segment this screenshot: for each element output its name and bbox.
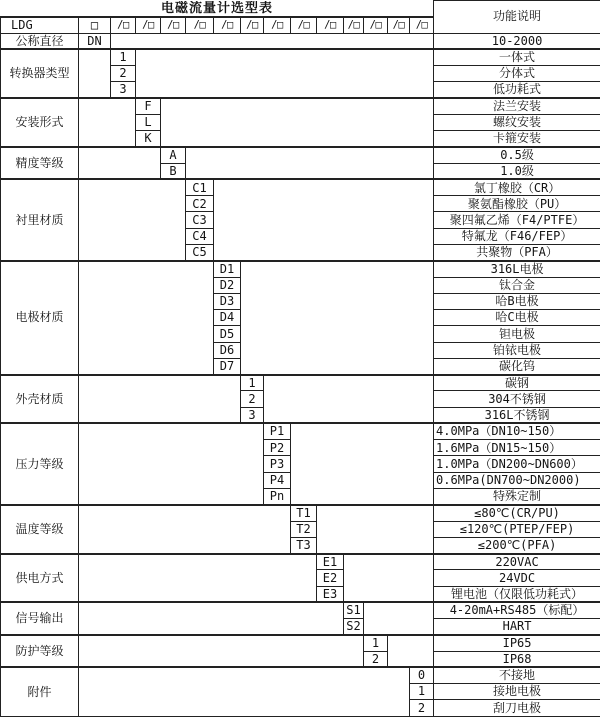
- empty-cell: [79, 554, 317, 603]
- code-cell: 3: [241, 407, 264, 423]
- empty-cell: [388, 635, 434, 668]
- empty-cell: [186, 147, 434, 180]
- table-row: [1, 261, 600, 277]
- code-cell: T3: [291, 537, 317, 553]
- table-row: [1, 635, 600, 651]
- code-cell: D7: [214, 358, 241, 374]
- model-slot: /□: [241, 17, 264, 33]
- desc-cell: HART: [434, 619, 600, 635]
- category-label: 供电方式: [1, 554, 79, 603]
- empty-cell: [79, 261, 214, 375]
- empty-cell: [79, 147, 161, 180]
- empty-cell: [79, 179, 186, 260]
- model-slot: /□: [388, 17, 410, 33]
- code-cell: C3: [186, 212, 214, 228]
- code-cell: 2: [241, 391, 264, 407]
- code-cell: DN: [79, 33, 111, 49]
- desc-cell: 1.0MPa（DN200~DN600）: [434, 456, 600, 472]
- table-row: [1, 602, 600, 618]
- model-box: □: [79, 17, 111, 33]
- category-label: 防护等级: [1, 635, 79, 668]
- desc-cell: 哈B电极: [434, 293, 600, 309]
- desc-cell: 4-20mA+RS485（标配）: [434, 602, 600, 618]
- empty-cell: [241, 261, 434, 375]
- desc-cell: 接地电极: [434, 684, 600, 700]
- desc-cell: 316L不锈钢: [434, 407, 600, 423]
- table-row: [1, 667, 600, 683]
- desc-cell: IP68: [434, 651, 600, 667]
- table-row: [1, 49, 600, 65]
- page-title: 电磁流量计选型表: [1, 1, 434, 17]
- model-slot: /□: [364, 17, 388, 33]
- desc-cell: 聚四氟乙烯（F4/PTFE）: [434, 212, 600, 228]
- desc-cell: ≤80℃(CR/PU): [434, 505, 600, 521]
- table-row: [1, 505, 600, 521]
- code-cell: S2: [344, 619, 364, 635]
- category-label: 外壳材质: [1, 375, 79, 424]
- desc-cell: 刮刀电极: [434, 700, 600, 716]
- empty-cell: [79, 49, 111, 98]
- model-prefix: LDG: [1, 17, 79, 33]
- code-cell: C1: [186, 179, 214, 195]
- code-cell: A: [161, 147, 186, 163]
- model-slot: /□: [214, 17, 241, 33]
- model-slot: /□: [136, 17, 161, 33]
- model-slot: /□: [111, 17, 136, 33]
- code-cell: 2: [111, 66, 136, 82]
- empty-cell: [161, 98, 434, 147]
- empty-cell: [79, 375, 241, 424]
- category-label: 衬里材质: [1, 179, 79, 260]
- desc-cell: 0.5级: [434, 147, 600, 163]
- category-label: 电极材质: [1, 261, 79, 375]
- empty-cell: [317, 505, 434, 554]
- desc-cell: 低功耗式: [434, 82, 600, 98]
- model-slot: /□: [161, 17, 186, 33]
- category-label: 附件: [1, 667, 79, 716]
- category-label: 转换器类型: [1, 49, 79, 98]
- code-cell: P4: [264, 472, 291, 488]
- desc-cell: 螺纹安装: [434, 114, 600, 130]
- code-cell: D2: [214, 277, 241, 293]
- category-label: 信号输出: [1, 602, 79, 635]
- model-slot: /□: [410, 17, 434, 33]
- code-cell: Pn: [264, 488, 291, 504]
- model-slot: /□: [344, 17, 364, 33]
- model-slot: /□: [291, 17, 317, 33]
- empty-cell: [344, 554, 434, 603]
- empty-cell: [291, 423, 434, 504]
- code-cell: P1: [264, 423, 291, 439]
- code-cell: B: [161, 163, 186, 179]
- desc-cell: 卡箍安装: [434, 131, 600, 147]
- desc-cell: 氯丁橡胶（CR）: [434, 179, 600, 195]
- function-header: 功能说明: [434, 1, 600, 34]
- code-cell: E2: [317, 570, 344, 586]
- table-row: [1, 33, 600, 49]
- table-row: [1, 554, 600, 570]
- desc-cell: 铂铱电极: [434, 342, 600, 358]
- model-slot: /□: [264, 17, 291, 33]
- table-row: [1, 147, 600, 163]
- desc-cell: 1.0级: [434, 163, 600, 179]
- code-cell: 1: [410, 684, 434, 700]
- title-row: [1, 1, 600, 17]
- code-cell: D4: [214, 310, 241, 326]
- code-cell: 0: [410, 667, 434, 683]
- code-cell: 1: [111, 49, 136, 65]
- empty-cell: [264, 375, 434, 424]
- code-cell: 3: [111, 82, 136, 98]
- table-row: [1, 375, 600, 391]
- empty-cell: [214, 179, 434, 260]
- code-cell: D1: [214, 261, 241, 277]
- code-cell: P2: [264, 440, 291, 456]
- desc-cell: 10-2000: [434, 33, 600, 49]
- category-label: 精度等级: [1, 147, 79, 180]
- desc-cell: 分体式: [434, 66, 600, 82]
- code-cell: D6: [214, 342, 241, 358]
- empty-cell: [79, 635, 364, 668]
- table-row: [1, 98, 600, 114]
- code-cell: 1: [241, 375, 264, 391]
- code-cell: S1: [344, 602, 364, 618]
- empty-cell: [79, 423, 264, 504]
- desc-cell: 4.0MPa（DN10~150）: [434, 423, 600, 439]
- category-label: 温度等级: [1, 505, 79, 554]
- desc-cell: 碳钢: [434, 375, 600, 391]
- desc-cell: 24VDC: [434, 570, 600, 586]
- desc-cell: 220VAC: [434, 554, 600, 570]
- code-cell: L: [136, 114, 161, 130]
- empty-cell: [136, 49, 434, 98]
- code-cell: D5: [214, 326, 241, 342]
- empty-cell: [111, 33, 434, 49]
- desc-cell: 共聚物（PFA）: [434, 244, 600, 260]
- code-cell: P3: [264, 456, 291, 472]
- code-cell: T2: [291, 521, 317, 537]
- empty-cell: [79, 505, 291, 554]
- desc-cell: 特氟龙（F46/FEP）: [434, 228, 600, 244]
- empty-cell: [79, 602, 344, 635]
- desc-cell: 聚氨酯橡胶（PU）: [434, 196, 600, 212]
- empty-cell: [79, 667, 410, 716]
- model-slot: /□: [186, 17, 214, 33]
- code-cell: 2: [410, 700, 434, 716]
- desc-cell: 钽电极: [434, 326, 600, 342]
- table-row: [1, 179, 600, 195]
- code-cell: E3: [317, 586, 344, 602]
- code-cell: 1: [364, 635, 388, 651]
- desc-cell: 1.6MPa（DN15~150）: [434, 440, 600, 456]
- category-label: 安装形式: [1, 98, 79, 147]
- desc-cell: 锂电池（仅限低功耗式）: [434, 586, 600, 602]
- code-cell: 2: [364, 651, 388, 667]
- code-cell: D3: [214, 293, 241, 309]
- category-label: 压力等级: [1, 423, 79, 504]
- desc-cell: 316L电极: [434, 261, 600, 277]
- code-cell: T1: [291, 505, 317, 521]
- desc-cell: 哈C电极: [434, 310, 600, 326]
- desc-cell: ≤200℃(PFA): [434, 537, 600, 553]
- code-cell: E1: [317, 554, 344, 570]
- desc-cell: ≤120℃(PTEP/FEP): [434, 521, 600, 537]
- desc-cell: 0.6MPa(DN700~DN2000): [434, 472, 600, 488]
- desc-cell: 一体式: [434, 49, 600, 65]
- table-row: [1, 423, 600, 439]
- desc-cell: IP65: [434, 635, 600, 651]
- empty-cell: [364, 602, 434, 635]
- desc-cell: 钛合金: [434, 277, 600, 293]
- code-cell: C2: [186, 196, 214, 212]
- desc-cell: 不接地: [434, 667, 600, 683]
- category-label: 公称直径: [1, 33, 79, 49]
- desc-cell: 法兰安装: [434, 98, 600, 114]
- code-cell: F: [136, 98, 161, 114]
- desc-cell: 304不锈钢: [434, 391, 600, 407]
- code-cell: C5: [186, 244, 214, 260]
- code-cell: K: [136, 131, 161, 147]
- desc-cell: 特殊定制: [434, 488, 600, 504]
- model-slot: /□: [317, 17, 344, 33]
- empty-cell: [79, 98, 136, 147]
- desc-cell: 碳化钨: [434, 358, 600, 374]
- code-cell: C4: [186, 228, 214, 244]
